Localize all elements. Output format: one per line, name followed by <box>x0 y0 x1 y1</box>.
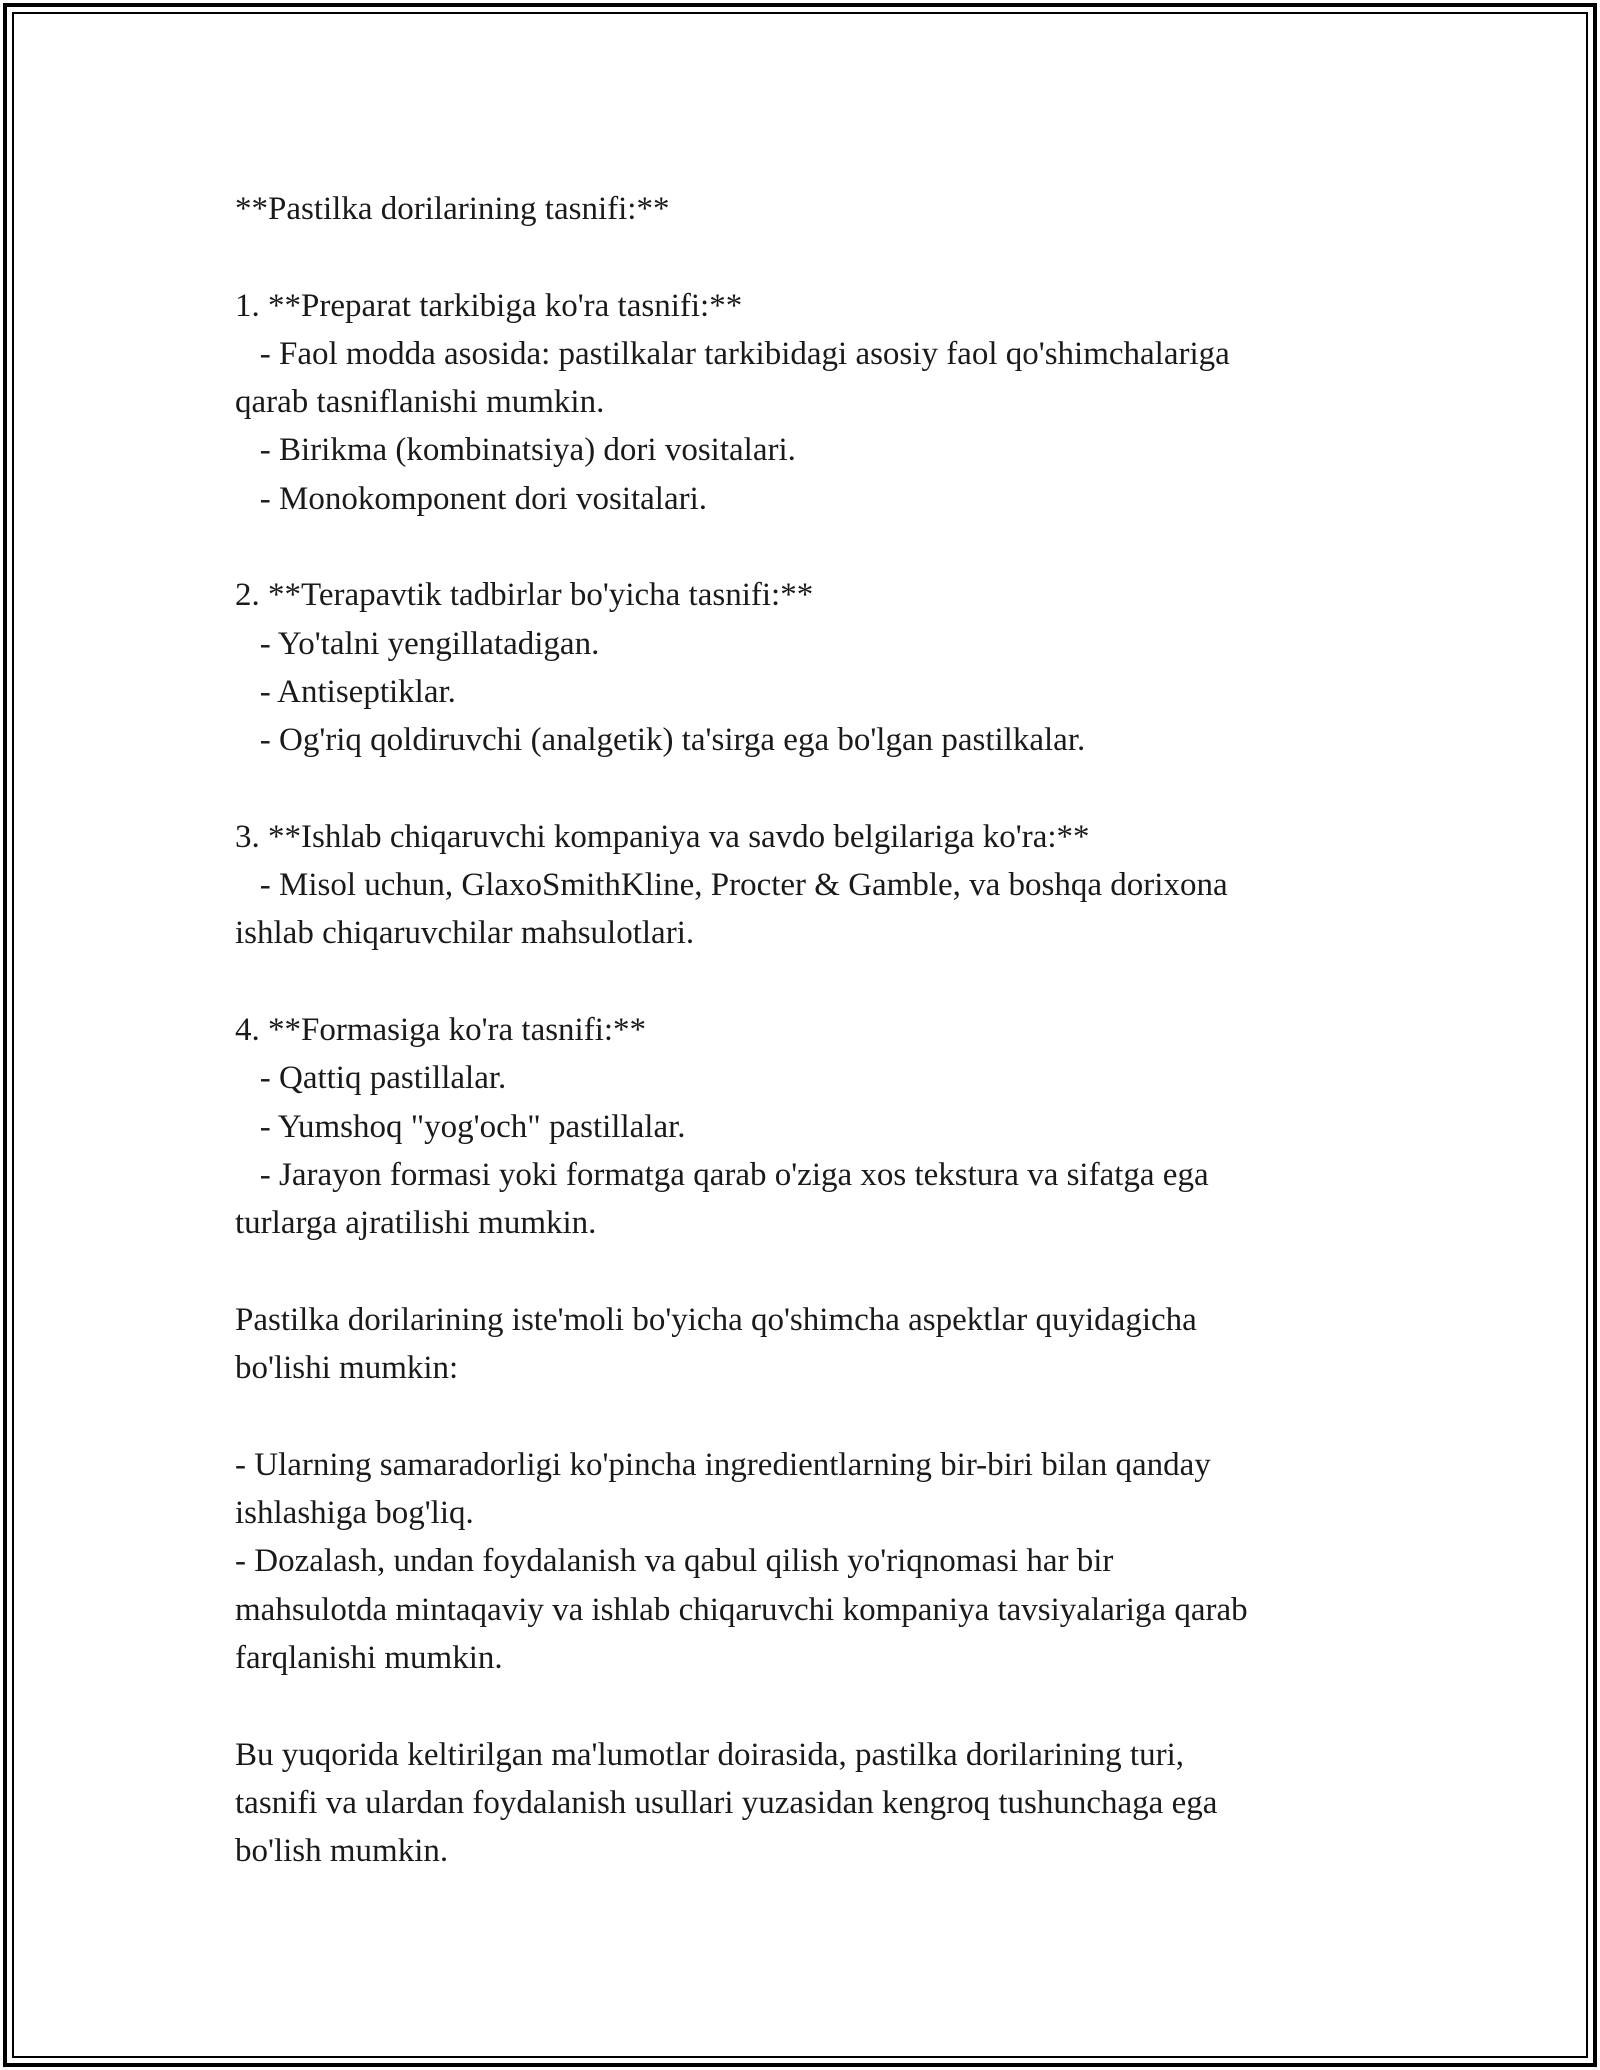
list-item-continuation: turlarga ajratilishi mumkin. <box>235 1205 597 1242</box>
section-heading-4: 4. **Formasiga ko'ra tasnifi:** <box>235 1012 647 1049</box>
paragraph: Pastilka dorilarining iste'moli bo'yicha qo'shimcha aspektlar quyidagicha <box>235 1301 1197 1338</box>
list-item: - Faol modda asosida: pastilkalar tarkibidagi asosiy faol qo'shimchalariga <box>235 335 1230 372</box>
blank-line <box>235 233 1375 281</box>
list-item: - Monokomponent dori vositalari. <box>235 480 708 517</box>
list-item: - Yo'talni yengillatadigan. <box>235 625 600 662</box>
paragraph-continuation: bo'lishi mumkin: <box>235 1350 459 1387</box>
blank-line <box>235 1248 1375 1296</box>
closing-paragraph-continuation: tasnifi va ulardan foydalanish usullari yuzasidan kengroq tushunchaga ega <box>235 1784 1218 1821</box>
bullet-item-continuation: ishlashiga bog'liq. <box>235 1495 474 1532</box>
list-item: - Qattiq pastillalar. <box>235 1060 507 1097</box>
list-item: - Yumshoq "yog'och" pastillalar. <box>235 1108 686 1145</box>
list-item: - Antiseptiklar. <box>235 673 456 710</box>
section-heading-2: 2. **Terapavtik tadbirlar bo'yicha tasnifi:** <box>235 577 814 614</box>
bullet-item: - Ularning samaradorligi ko'pincha ingredientlarning bir-biri bilan qanday <box>235 1446 1211 1483</box>
list-item: - Jarayon formasi yoki formatga qarab o'ziga xos tekstura va sifatga ega <box>235 1156 1209 1193</box>
list-item-continuation: qarab tasniflanishi mumkin. <box>235 384 605 421</box>
closing-paragraph: Bu yuqorida keltirilgan ma'lumotlar doirasida, pastilka dorilarining turi, <box>235 1736 1184 1773</box>
list-item: - Birikma (kombinatsiya) dori vositalari. <box>235 432 796 469</box>
section-heading-3: 3. **Ishlab chiqaruvchi kompaniya va savdo belgilariga ko'ra:** <box>235 818 1090 855</box>
closing-paragraph-continuation: bo'lish mumkin. <box>235 1833 449 1870</box>
document-title: **Pastilka dorilarining tasnifi:** <box>235 191 670 227</box>
blank-line <box>235 1392 1375 1440</box>
blank-line <box>235 1682 1375 1730</box>
blank-line <box>235 523 1375 571</box>
list-item: - Misol uchun, GlaxoSmithKline, Procter & Gamble, va boshqa dorixona <box>235 867 1228 904</box>
section-heading-1: 1. **Preparat tarkibiga ko'ra tasnifi:** <box>235 287 743 324</box>
list-item-continuation: ishlab chiqaruvchilar mahsulotlari. <box>235 915 695 952</box>
bullet-item: - Dozalash, undan foydalanish va qabul qilish yo'riqnomasi har bir <box>235 1543 1114 1580</box>
document-body <box>235 185 1375 1875</box>
list-item: - Og'riq qoldiruvchi (analgetik) ta'sirga ega bo'lgan pastilkalar. <box>235 722 1086 759</box>
blank-line <box>235 958 1375 1006</box>
bullet-item-continuation: farqlanishi mumkin. <box>235 1639 503 1676</box>
blank-line <box>235 765 1375 813</box>
bullet-item-continuation: mahsulotda mintaqaviy va ishlab chiqaruvchi kompaniya tavsiyalariga qarab <box>235 1591 1248 1628</box>
